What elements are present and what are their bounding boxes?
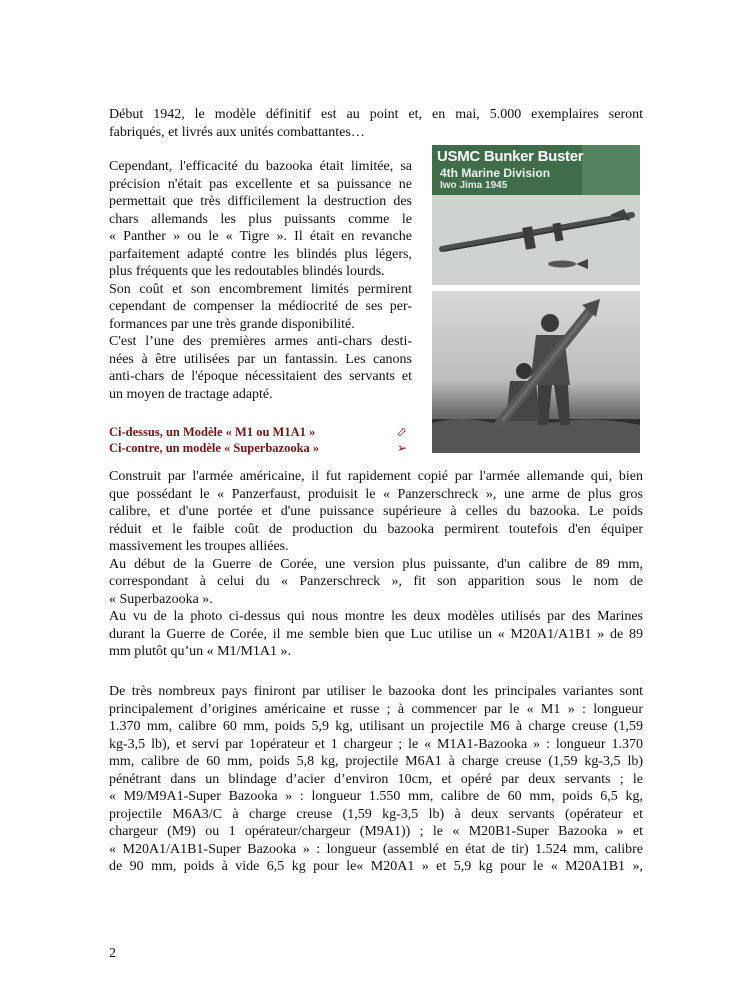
superbazooka-photo bbox=[432, 291, 640, 453]
text-line: projectile M6A3/C à charge creuse (1,59 kg-3,5 lb) à deux servants (opérateur et bbox=[109, 806, 643, 822]
text-line: Au début de la Guerre de Corée, une version plus puissante, d'un calibre de 89 mm, bbox=[109, 556, 643, 572]
body-paragraph-2 bbox=[109, 683, 643, 876]
text-line: « Superbazooka ». bbox=[109, 591, 213, 607]
text-line: un moyen de tractage adapté. bbox=[109, 386, 273, 402]
text-line: durant la Guerre de Corée, il me semble bien que Luc utilise un « M20A1/A1B1 » de 89 bbox=[109, 626, 643, 642]
text-line: « M9/M9A1-Super Bazooka » : longueur 1.550 mm, calibre de 60 mm, poids 6,5 kg, bbox=[109, 789, 643, 804]
image-subtitle: 4th Marine Division bbox=[440, 166, 551, 180]
text-line: « M20A1/A1B1-Super Bazooka » : longueur (assemblé en état de tir) 1.524 mm, calibre bbox=[109, 841, 643, 857]
bazooka-drawing bbox=[432, 145, 640, 285]
text-line: massivement les troupes alliées. bbox=[109, 539, 289, 554]
soldiers-drawing bbox=[432, 291, 640, 453]
text-line: Cependant, l'efficacité du bazooka était limitée, sa bbox=[109, 159, 412, 174]
text-line: cependant de compenser la médiocrité de ses per- bbox=[109, 299, 412, 314]
text-line: Construit par l'armée américaine, il fut rapidement copié par l'armée allemande qui, bien bbox=[109, 469, 643, 484]
text-line: calibre, et d'une portée et d'une puissance supérieure à celles du bazooka. Le poids bbox=[109, 504, 643, 519]
column-paragraph bbox=[109, 158, 412, 403]
page-number: 2 bbox=[109, 946, 116, 961]
body-paragraph-1 bbox=[109, 468, 643, 661]
arrow-right-icon: ➢ bbox=[396, 441, 408, 455]
intro-paragraph bbox=[109, 106, 643, 141]
text-line: kg-3,5 lb), et servi par 1opérateur et 1 chargeur ; le « M1A1-Bazooka » : longueur 1.370 bbox=[109, 736, 643, 752]
image-title: USMC Bunker Buster bbox=[437, 148, 584, 165]
text-line: fabriqués, et livrés aux unités combattantes… bbox=[109, 124, 365, 140]
text-line: pénétrant dans un blindage d’acier d’environ 10cm, et opéré par deux servants ; le bbox=[109, 771, 643, 787]
text-line: anti-chars de l'époque nécessitaient des servants et bbox=[109, 369, 412, 384]
text-line: « Panther » ou le « Tigre ». Il était en revanche bbox=[109, 229, 412, 244]
text-line: parfaitement adapté contre les blindés plus légers, bbox=[109, 246, 412, 262]
text-line: 1.370 mm, calibre 60 mm, poids 5,9 kg, utilisant un projectile M6 à charge creuse (1,59 bbox=[109, 719, 643, 734]
caption-beside bbox=[109, 440, 409, 456]
text-line: plus fréquents que les redoutables blindés lourds. bbox=[109, 264, 385, 279]
image-captions bbox=[109, 424, 409, 456]
image-subtitle-2: Iwo Jima 1945 bbox=[440, 180, 508, 191]
text-line: de 90 mm, poids à vide 6,5 kg pour le« M20A1 » et 5,9 kg pour le « M20A1B1 », bbox=[109, 859, 643, 874]
text-line: Au vu de la photo ci-dessus qui nous montre les deux modèles utilisés par des Marines bbox=[109, 609, 643, 624]
text-line: nées à être utilisées par un fantassin. Les canons bbox=[109, 351, 412, 367]
text-line: principalement d’origines américaine et russe ; à commencer par le « M1 » : longueur bbox=[109, 701, 643, 717]
text-line: Début 1942, le modèle définitif est au point et, en mai, 5.000 exemplaires seront bbox=[109, 107, 643, 122]
text-line: C'est l’une des premières armes anti-chars desti- bbox=[109, 334, 412, 349]
text-line: que possédant le « Panzerfaust, produisit le « Panzerschreck », une arme de plus gros bbox=[109, 486, 643, 502]
text-line: mm, calibre de 60 mm, poids 5,8 kg, projectile M6A1 à charge creuse (1,59 kg-3,5 lb) bbox=[109, 754, 643, 769]
text-line: correspondant à celui du « Panzerschreck », fit son apparition sous le nom de bbox=[109, 574, 643, 589]
text-line: chars allemands les plus puissants comme le bbox=[109, 211, 412, 227]
text-line: précision n'était pas excellente et sa puissance ne bbox=[109, 176, 412, 192]
arrow-up-right-icon: ⬀ bbox=[396, 425, 408, 439]
bazooka-m1-image bbox=[432, 145, 640, 285]
text-line: réduit et le faible coût de production du bazooka permirent toutefois d'en équiper bbox=[109, 521, 643, 537]
text-line: mm plutôt qu’un « M1/M1A1 ». bbox=[109, 644, 292, 659]
text-line: Son coût et son encombrement limités permirent bbox=[109, 281, 412, 297]
caption-above bbox=[109, 424, 409, 440]
text-line: permettait que très difficilement la destruction des bbox=[109, 194, 412, 209]
text-line: De très nombreux pays finiront par utiliser le bazooka dont les principales variantes sont bbox=[109, 684, 643, 699]
text-line: formances par une très grande disponibilité. bbox=[109, 316, 355, 332]
text-line: chargeur (M9) ou 1 opérateur/chargeur (M9A1)) ; le « M20B1-Super Bazooka » et bbox=[109, 824, 643, 839]
caption-beside-text: Ci-contre, un modèle « Superbazooka » bbox=[109, 441, 320, 455]
caption-above-text: Ci-dessus, un Modèle « M1 ou M1A1 » bbox=[109, 425, 316, 439]
